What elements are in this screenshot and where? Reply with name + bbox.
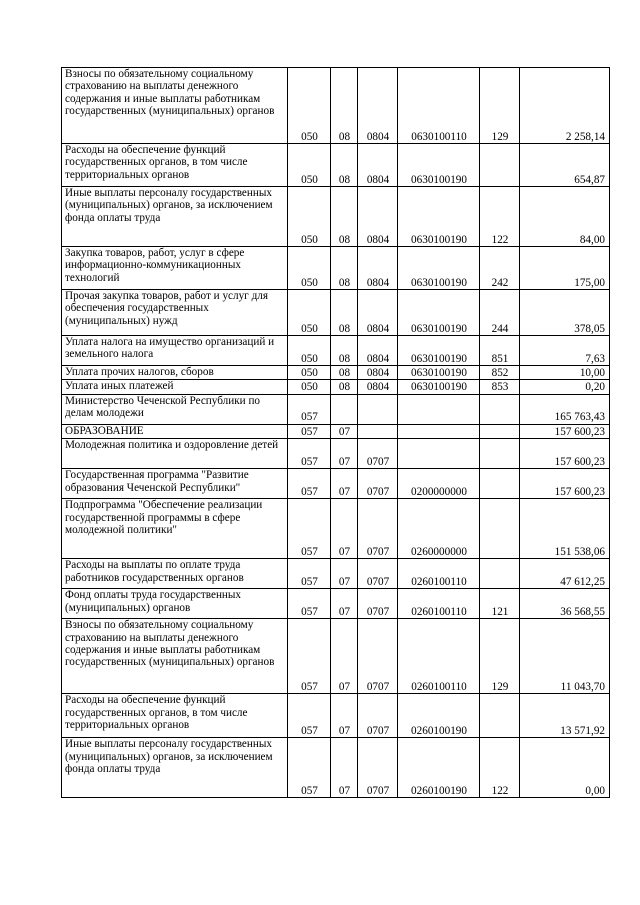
section-code-cell: 08: [331, 187, 358, 247]
table-row: [62, 394, 610, 424]
target-article-code-cell: 0630100190: [398, 366, 480, 380]
subsection-code-cell: 0804: [358, 290, 398, 336]
expense-type-code-cell: 129: [480, 68, 520, 144]
expense-type-code-cell: 122: [480, 187, 520, 247]
row-name-cell: Расходы на выплаты по оплате труда работников государственных органов: [62, 559, 288, 589]
target-article-code-cell: 0200000000: [398, 469, 480, 499]
amount-cell: 378,05: [520, 290, 610, 336]
expense-type-code-cell: [480, 499, 520, 559]
amount-cell: 151 538,06: [520, 499, 610, 559]
table-row: [62, 469, 610, 499]
amount-cell: 175,00: [520, 247, 610, 290]
table-row: [62, 439, 610, 469]
table-row: [62, 336, 610, 366]
amount-cell: 2 258,14: [520, 68, 610, 144]
row-name-cell: Взносы по обязательному социальному страхованию на выплаты денежного содержания и иные выплаты работникам государственных (муниципальных) органов: [62, 619, 288, 694]
expense-type-code-cell: 121: [480, 589, 520, 619]
amount-cell: 7,63: [520, 336, 610, 366]
subsection-code-cell: 0804: [358, 380, 398, 394]
subsection-code-cell: 0804: [358, 187, 398, 247]
subsection-code-cell: [358, 394, 398, 424]
row-name-cell: ОБРАЗОВАНИЕ: [62, 424, 288, 438]
target-article-code-cell: 0630100190: [398, 336, 480, 366]
amount-cell: 0,20: [520, 380, 610, 394]
expense-type-code-cell: [480, 469, 520, 499]
row-name-cell: Подпрограмма "Обеспечение реализации государственной программы в сфере молодежной политики": [62, 499, 288, 559]
amount-cell: 13 571,92: [520, 694, 610, 738]
ministry-code-cell: 050: [288, 290, 331, 336]
expense-type-code-cell: 129: [480, 619, 520, 694]
budget-table: [61, 67, 610, 798]
ministry-code-cell: 057: [288, 439, 331, 469]
ministry-code-cell: 057: [288, 499, 331, 559]
ministry-code-cell: 050: [288, 144, 331, 187]
section-code-cell: 07: [331, 738, 358, 798]
section-code-cell: 08: [331, 290, 358, 336]
row-name-cell: Уплата иных платежей: [62, 380, 288, 394]
section-code-cell: 08: [331, 336, 358, 366]
table-row: [62, 589, 610, 619]
table-row: [62, 738, 610, 798]
ministry-code-cell: 050: [288, 68, 331, 144]
subsection-code-cell: 0707: [358, 738, 398, 798]
expense-type-code-cell: [480, 394, 520, 424]
subsection-code-cell: 0804: [358, 144, 398, 187]
table-row: [62, 144, 610, 187]
expense-type-code-cell: 852: [480, 366, 520, 380]
table-row: [62, 559, 610, 589]
ministry-code-cell: 057: [288, 619, 331, 694]
target-article-code-cell: [398, 439, 480, 469]
section-code-cell: 08: [331, 366, 358, 380]
row-name-cell: Уплата прочих налогов, сборов: [62, 366, 288, 380]
table-row: [62, 68, 610, 144]
target-article-code-cell: [398, 424, 480, 438]
ministry-code-cell: 057: [288, 424, 331, 438]
target-article-code-cell: 0630100190: [398, 290, 480, 336]
row-name-cell: Уплата налога на имущество организаций и земельного налога: [62, 336, 288, 366]
section-code-cell: 07: [331, 499, 358, 559]
expense-type-code-cell: 242: [480, 247, 520, 290]
row-name-cell: Государственная программа "Развитие образования Чеченской Республики": [62, 469, 288, 499]
subsection-code-cell: 0707: [358, 694, 398, 738]
ministry-code-cell: 057: [288, 394, 331, 424]
expense-type-code-cell: [480, 439, 520, 469]
section-code-cell: 07: [331, 469, 358, 499]
row-name-cell: Министерство Чеченской Республики по делам молодежи: [62, 394, 288, 424]
row-name-cell: Иные выплаты персоналу государственных (муниципальных) органов, за исключением фонда оплаты труда: [62, 187, 288, 247]
table-row: [62, 499, 610, 559]
row-name-cell: Взносы по обязательному социальному страхованию на выплаты денежного содержания и иные выплаты работникам государственных (муниципальных) органов: [62, 68, 288, 144]
subsection-code-cell: 0804: [358, 336, 398, 366]
target-article-code-cell: 0260000000: [398, 499, 480, 559]
table-row: [62, 366, 610, 380]
section-code-cell: 07: [331, 694, 358, 738]
ministry-code-cell: 057: [288, 559, 331, 589]
subsection-code-cell: 0707: [358, 469, 398, 499]
amount-cell: 36 568,55: [520, 589, 610, 619]
ministry-code-cell: 057: [288, 694, 331, 738]
row-name-cell: Прочая закупка товаров, работ и услуг для обеспечения государственных (муниципальных) нужд: [62, 290, 288, 336]
ministry-code-cell: 050: [288, 187, 331, 247]
section-code-cell: 07: [331, 424, 358, 438]
target-article-code-cell: 0630100190: [398, 187, 480, 247]
expense-type-code-cell: 853: [480, 380, 520, 394]
subsection-code-cell: 0707: [358, 619, 398, 694]
amount-cell: 157 600,23: [520, 439, 610, 469]
section-code-cell: 08: [331, 247, 358, 290]
ministry-code-cell: 050: [288, 336, 331, 366]
ministry-code-cell: 057: [288, 469, 331, 499]
amount-cell: 11 043,70: [520, 619, 610, 694]
amount-cell: 157 600,23: [520, 424, 610, 438]
row-name-cell: Расходы на обеспечение функций государственных органов, в том числе территориальных органов: [62, 144, 288, 187]
section-code-cell: 08: [331, 380, 358, 394]
ministry-code-cell: 057: [288, 738, 331, 798]
ministry-code-cell: 050: [288, 366, 331, 380]
target-article-code-cell: 0260100110: [398, 619, 480, 694]
row-name-cell: Закупка товаров, работ, услуг в сфере информационно-коммуникационных технологий: [62, 247, 288, 290]
expense-type-code-cell: [480, 424, 520, 438]
subsection-code-cell: 0707: [358, 589, 398, 619]
row-name-cell: Фонд оплаты труда государственных (муниципальных) органов: [62, 589, 288, 619]
subsection-code-cell: 0707: [358, 559, 398, 589]
target-article-code-cell: 0630100190: [398, 380, 480, 394]
table-row: [62, 694, 610, 738]
section-code-cell: 08: [331, 144, 358, 187]
section-code-cell: [331, 394, 358, 424]
amount-cell: 84,00: [520, 187, 610, 247]
amount-cell: 157 600,23: [520, 469, 610, 499]
subsection-code-cell: 0804: [358, 247, 398, 290]
expense-type-code-cell: [480, 144, 520, 187]
amount-cell: 165 763,43: [520, 394, 610, 424]
ministry-code-cell: 050: [288, 380, 331, 394]
amount-cell: 654,87: [520, 144, 610, 187]
subsection-code-cell: [358, 424, 398, 438]
amount-cell: 0,00: [520, 738, 610, 798]
expense-type-code-cell: 851: [480, 336, 520, 366]
table-row: [62, 619, 610, 694]
ministry-code-cell: 057: [288, 589, 331, 619]
target-article-code-cell: 0260100190: [398, 694, 480, 738]
ministry-code-cell: 050: [288, 247, 331, 290]
target-article-code-cell: 0630100110: [398, 68, 480, 144]
target-article-code-cell: 0630100190: [398, 144, 480, 187]
table-row: [62, 380, 610, 394]
section-code-cell: 07: [331, 589, 358, 619]
row-name-cell: Расходы на обеспечение функций государственных органов, в том числе территориальных органов: [62, 694, 288, 738]
subsection-code-cell: 0804: [358, 366, 398, 380]
section-code-cell: 07: [331, 439, 358, 469]
subsection-code-cell: 0707: [358, 439, 398, 469]
target-article-code-cell: 0260100110: [398, 559, 480, 589]
table-row: [62, 424, 610, 438]
amount-cell: 10,00: [520, 366, 610, 380]
target-article-code-cell: 0260100190: [398, 738, 480, 798]
row-name-cell: Иные выплаты персоналу государственных (муниципальных) органов, за исключением фонда оплаты труда: [62, 738, 288, 798]
subsection-code-cell: 0707: [358, 499, 398, 559]
target-article-code-cell: [398, 394, 480, 424]
amount-cell: 47 612,25: [520, 559, 610, 589]
expense-type-code-cell: [480, 694, 520, 738]
expense-type-code-cell: 244: [480, 290, 520, 336]
expense-type-code-cell: 122: [480, 738, 520, 798]
section-code-cell: 07: [331, 559, 358, 589]
expense-type-code-cell: [480, 559, 520, 589]
budget-table-body: [62, 68, 610, 798]
section-code-cell: 08: [331, 68, 358, 144]
subsection-code-cell: 0804: [358, 68, 398, 144]
target-article-code-cell: 0260100110: [398, 589, 480, 619]
target-article-code-cell: 0630100190: [398, 247, 480, 290]
table-row: [62, 187, 610, 247]
table-row: [62, 247, 610, 290]
row-name-cell: Молодежная политика и оздоровление детей: [62, 439, 288, 469]
section-code-cell: 07: [331, 619, 358, 694]
table-row: [62, 290, 610, 336]
